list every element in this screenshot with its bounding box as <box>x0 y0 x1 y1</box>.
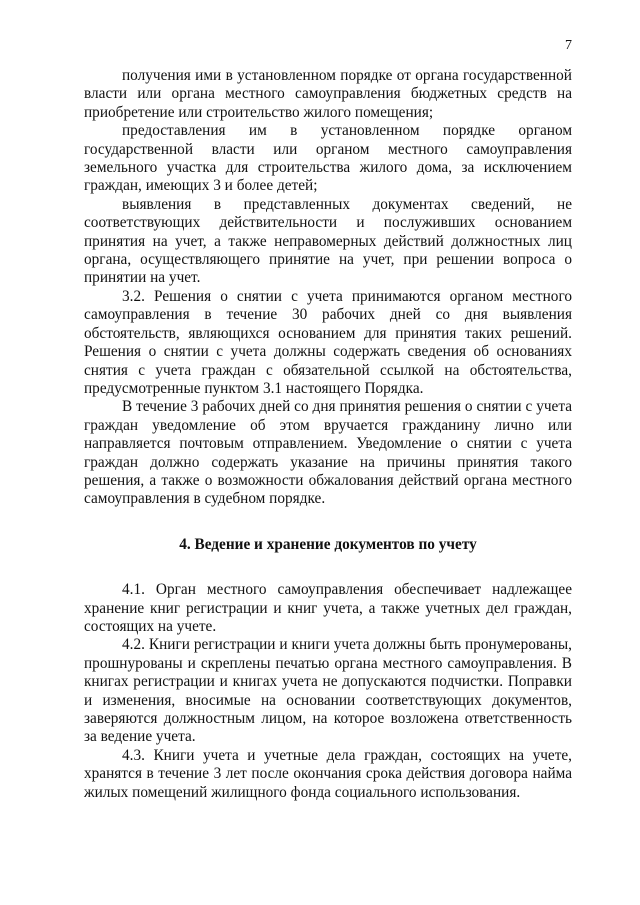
section-heading: 4. Ведение и хранение документов по учету <box>179 535 477 553</box>
paragraph: предоставления им в установленном порядке органом государственной власти или органом местного самоуправления земельного участка для строительства жилого дома, за исключением граждан, имеющих 3 и более детей; <box>84 122 572 195</box>
paragraph: выявления в представленных документах сведений, не соответствующих действительности и послуживших основанием принятия на учет, а также неправомерных действий должностных лиц органа, осуществляющего принятие на учет, при решении вопроса о принятии на учет. <box>84 195 572 287</box>
paragraph: получения ими в установленном порядке от органа государственной власти или органа местного самоуправления бюджетных средств на приобретение или строительство жилого помещения; <box>84 67 572 121</box>
paragraph: 4.1. Орган местного самоуправления обеспечивает надлежащее хранение книг регистрации и книг учета, а также учетных дел граждан, состоящих на учете. <box>84 581 572 635</box>
page-number: 7 <box>565 38 572 53</box>
paragraph: 4.2. Книги регистрации и книги учета должны быть пронумерованы, прошнурованы и скреплены печатью органа местного самоуправления. В книгах регистрации и книгах учета не допускаются подчистки. Поправки и изменения, вносимые на основании соответствующих документов, заверяются должностным лицом, на которое возложена ответственность за ведение учета. <box>84 636 572 746</box>
document-body <box>84 67 572 802</box>
paragraph: В течение 3 рабочих дней со дня принятия решения о снятии с учета граждан уведомление об этом вручается гражданину лично или направляется почтовым отправлением. Уведомление о снятии с учета граждан должно содержать указание на причины принятия такого решения, а также о возможности обжалования действий органа местного самоуправления в судебном порядке. <box>84 398 572 508</box>
paragraph: 4.3. Книги учета и учетные дела граждан, состоящих на учете, хранятся в течение 3 лет после окончания срока действия договора найма жилых помещений жилищного фонда социального использования. <box>84 746 572 801</box>
paragraph: 3.2. Решения о снятии с учета принимаются органом местного самоуправления в течение 30 рабочих дней со дня выявления обстоятельств, являющихся основанием для принятия таких решений. Решения о снятии с учета должны содержать сведения об основаниях снятия с учета граждан с обязательной ссылкой на обстоятельства, предусмотренные пунктом 3.1 настоящего Порядка. <box>84 287 572 397</box>
